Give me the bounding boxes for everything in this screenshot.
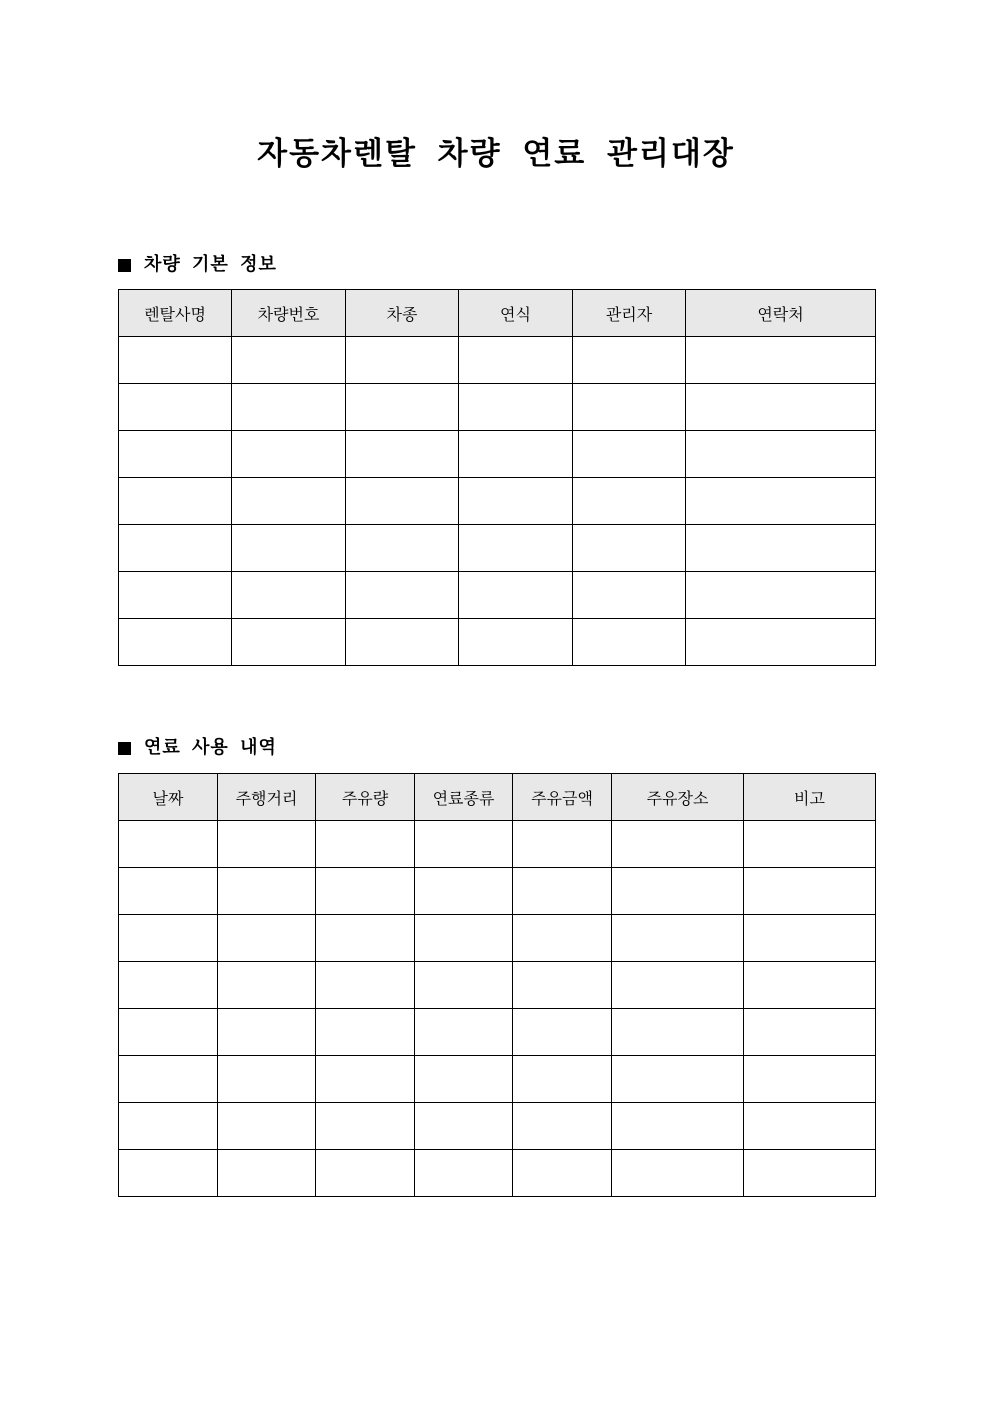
table-cell[interactable] (119, 1009, 218, 1056)
table-cell[interactable] (119, 478, 232, 525)
table-cell[interactable] (316, 915, 415, 962)
table-cell[interactable] (316, 1103, 415, 1150)
table-cell[interactable] (744, 915, 876, 962)
fuel-section-title: 연료 사용 내역 (144, 737, 277, 758)
fuel-usage-table (118, 773, 876, 1197)
table-cell[interactable] (119, 962, 218, 1009)
table-cell[interactable] (232, 478, 346, 525)
table-cell[interactable] (119, 1103, 218, 1150)
table-cell[interactable] (218, 1150, 316, 1197)
column-header-contact: 연락처 (686, 290, 876, 337)
square-bullet-icon (118, 259, 131, 272)
table-cell[interactable] (119, 619, 232, 666)
table-cell[interactable] (573, 431, 686, 478)
table-cell[interactable] (415, 962, 513, 1009)
table-cell[interactable] (218, 821, 316, 868)
table-cell[interactable] (513, 962, 612, 1009)
table-row (119, 868, 876, 915)
table-cell[interactable] (612, 1009, 744, 1056)
table-cell[interactable] (119, 1056, 218, 1103)
column-header-fuel-type: 연료종류 (415, 774, 513, 821)
table-cell[interactable] (573, 384, 686, 431)
table-cell[interactable] (218, 962, 316, 1009)
table-cell[interactable] (119, 572, 232, 619)
table-cell[interactable] (232, 337, 346, 384)
column-header-car-model: 차종 (346, 290, 459, 337)
table-row (119, 1103, 876, 1150)
table-cell[interactable] (346, 478, 459, 525)
table-row (119, 337, 876, 384)
table-cell[interactable] (119, 337, 232, 384)
table-cell[interactable] (459, 525, 573, 572)
table-row (119, 1150, 876, 1197)
page-title: 자동차렌탈 차량 연료 관리대장 (257, 136, 735, 172)
table-row (119, 821, 876, 868)
table-cell[interactable] (119, 384, 232, 431)
fuel-section-heading (118, 735, 277, 761)
table-cell[interactable] (415, 821, 513, 868)
table-cell[interactable] (612, 962, 744, 1009)
table-cell[interactable] (218, 1009, 316, 1056)
table-cell[interactable] (119, 1150, 218, 1197)
table-cell[interactable] (316, 868, 415, 915)
table-cell[interactable] (119, 821, 218, 868)
table-cell[interactable] (459, 384, 573, 431)
table-cell[interactable] (459, 337, 573, 384)
table-cell[interactable] (232, 431, 346, 478)
table-cell[interactable] (346, 431, 459, 478)
column-header-fuel-cost: 주유금액 (513, 774, 612, 821)
table-cell[interactable] (119, 525, 232, 572)
table-cell[interactable] (686, 384, 876, 431)
column-header-fuel-amount: 주유량 (316, 774, 415, 821)
column-header-notes: 비고 (744, 774, 876, 821)
table-cell[interactable] (612, 868, 744, 915)
square-bullet-icon (118, 742, 131, 755)
table-cell[interactable] (686, 337, 876, 384)
table-cell[interactable] (744, 1150, 876, 1197)
table-cell[interactable] (744, 1056, 876, 1103)
column-header-date: 날짜 (119, 774, 218, 821)
vehicle-section-title: 차량 기본 정보 (144, 254, 277, 275)
table-cell[interactable] (612, 821, 744, 868)
table-row (119, 962, 876, 1009)
table-cell[interactable] (612, 1150, 744, 1197)
table-cell[interactable] (218, 915, 316, 962)
column-header-plate-number: 차량번호 (232, 290, 346, 337)
table-cell[interactable] (346, 572, 459, 619)
table-cell[interactable] (316, 1056, 415, 1103)
table-cell[interactable] (459, 572, 573, 619)
vehicle-info-table (118, 289, 876, 666)
column-header-rental-company: 렌탈사명 (119, 290, 232, 337)
table-cell[interactable] (686, 572, 876, 619)
table-cell[interactable] (459, 431, 573, 478)
table-cell[interactable] (316, 962, 415, 1009)
table-cell[interactable] (316, 821, 415, 868)
table-cell[interactable] (612, 1103, 744, 1150)
table-cell[interactable] (119, 915, 218, 962)
table-cell[interactable] (612, 1056, 744, 1103)
table-cell[interactable] (513, 1150, 612, 1197)
table-cell[interactable] (744, 962, 876, 1009)
table-row (119, 1056, 876, 1103)
table-cell[interactable] (119, 431, 232, 478)
column-header-mileage: 주행거리 (218, 774, 316, 821)
table-cell[interactable] (744, 1103, 876, 1150)
table-cell[interactable] (119, 868, 218, 915)
table-header-row (119, 290, 876, 337)
table-row (119, 619, 876, 666)
table-cell[interactable] (459, 619, 573, 666)
table-cell[interactable] (513, 821, 612, 868)
table-cell[interactable] (346, 525, 459, 572)
table-cell[interactable] (346, 384, 459, 431)
table-cell[interactable] (686, 478, 876, 525)
table-cell[interactable] (218, 868, 316, 915)
table-row (119, 384, 876, 431)
table-row (119, 1009, 876, 1056)
vehicle-section-heading (118, 252, 277, 278)
table-cell[interactable] (415, 1009, 513, 1056)
table-row (119, 431, 876, 478)
table-cell[interactable] (218, 1103, 316, 1150)
table-cell[interactable] (415, 1103, 513, 1150)
table-cell[interactable] (232, 572, 346, 619)
table-cell[interactable] (573, 619, 686, 666)
table-cell[interactable] (513, 1056, 612, 1103)
table-cell[interactable] (513, 1009, 612, 1056)
table-cell[interactable] (573, 337, 686, 384)
table-cell[interactable] (459, 478, 573, 525)
table-row (119, 478, 876, 525)
table-cell[interactable] (218, 1056, 316, 1103)
table-cell[interactable] (513, 868, 612, 915)
table-row (119, 525, 876, 572)
table-cell[interactable] (573, 525, 686, 572)
table-cell[interactable] (232, 525, 346, 572)
table-cell[interactable] (346, 337, 459, 384)
table-cell[interactable] (744, 821, 876, 868)
table-cell[interactable] (316, 1009, 415, 1056)
table-cell[interactable] (686, 619, 876, 666)
table-cell[interactable] (573, 478, 686, 525)
table-cell[interactable] (415, 1056, 513, 1103)
column-header-fuel-location: 주유장소 (612, 774, 744, 821)
table-cell[interactable] (346, 619, 459, 666)
table-cell[interactable] (513, 1103, 612, 1150)
column-header-manager: 관리자 (573, 290, 686, 337)
table-header-row (119, 774, 876, 821)
table-cell[interactable] (744, 868, 876, 915)
table-cell[interactable] (513, 915, 612, 962)
table-cell[interactable] (686, 525, 876, 572)
table-cell[interactable] (415, 868, 513, 915)
table-row (119, 915, 876, 962)
table-cell[interactable] (573, 572, 686, 619)
table-cell[interactable] (316, 1150, 415, 1197)
table-cell[interactable] (415, 915, 513, 962)
table-cell[interactable] (744, 1009, 876, 1056)
table-row (119, 572, 876, 619)
table-cell[interactable] (232, 384, 346, 431)
table-cell[interactable] (232, 619, 346, 666)
table-cell[interactable] (415, 1150, 513, 1197)
column-header-model-year: 연식 (459, 290, 573, 337)
table-cell[interactable] (612, 915, 744, 962)
table-cell[interactable] (686, 431, 876, 478)
